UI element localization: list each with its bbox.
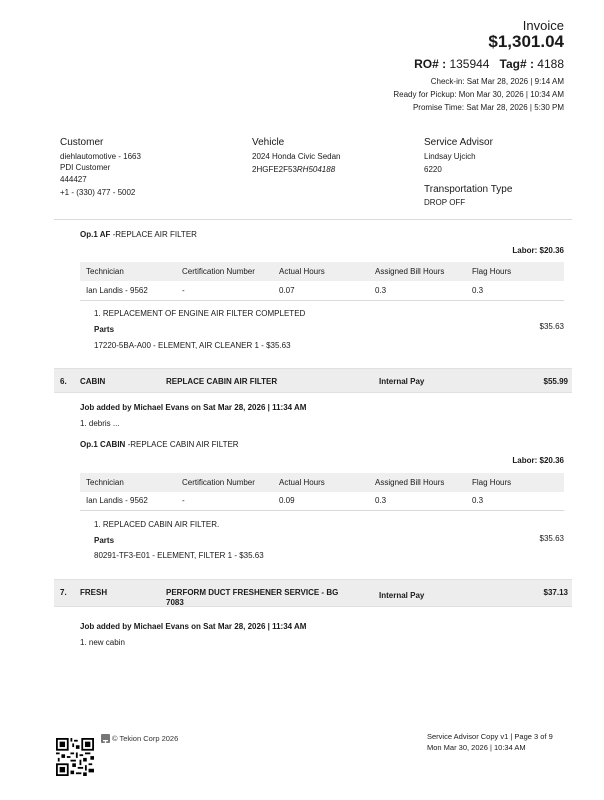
op-description: -REPLACE AIR FILTER	[112, 230, 197, 239]
col-flag-hours: Flag Hours	[472, 478, 512, 487]
col-assigned-bill-hours: Assigned Bill Hours	[375, 267, 445, 276]
tech-note: 1. REPLACEMENT OF ENGINE AIR FILTER COMPLETED	[94, 309, 306, 318]
divider	[80, 510, 564, 511]
op-code: Op.1 AF	[80, 230, 111, 239]
labor-amount: Labor: $20.36	[512, 246, 564, 255]
qr-code-icon	[56, 738, 94, 776]
pay-type: Internal Pay	[379, 377, 425, 386]
job-comment: 1. new cabin	[80, 638, 125, 647]
job-number: 6.	[60, 377, 67, 386]
tekion-t-icon	[101, 734, 110, 743]
op-code: Op.1 CABIN	[80, 440, 126, 449]
col-certification: Certification Number	[182, 267, 255, 276]
tag-number: 4188	[537, 57, 564, 71]
customer-id: 444427	[60, 175, 87, 184]
ro-tag-line	[414, 57, 564, 71]
advisor-name: Lindsay Ujcich	[424, 152, 476, 161]
col-technician: Technician	[86, 478, 124, 487]
tech-name: Ian Landis - 9562	[86, 496, 148, 505]
job-added-by: Job added by Michael Evans on Sat Mar 28, 2026 | 11:34 AM	[80, 403, 307, 412]
op-af-title	[80, 230, 197, 239]
qr-code-graphic	[56, 738, 94, 776]
tekion-t-glyph	[101, 738, 110, 747]
assigned-hours: 0.3	[375, 496, 387, 505]
actual-hours: 0.09	[279, 496, 295, 505]
pay-type: Internal Pay	[379, 591, 425, 600]
col-actual-hours: Actual Hours	[279, 267, 325, 276]
parts-label: Parts	[94, 325, 115, 334]
assigned-hours: 0.3	[375, 286, 387, 295]
copyright: © Tekion Corp 2026	[112, 734, 179, 743]
vin-prefix: 2HGFE2F53	[252, 165, 297, 174]
ro-number: 135944	[449, 57, 490, 71]
tech-note: 1. REPLACED CABIN AIR FILTER.	[94, 520, 220, 529]
col-assigned-bill-hours: Assigned Bill Hours	[375, 478, 445, 487]
part-line: 17220-5BA-A00 - ELEMENT, AIR CLEANER 1 - $35.63	[94, 341, 291, 350]
advisor-heading: Service Advisor	[424, 137, 493, 148]
cert-number: -	[182, 496, 185, 505]
labor-amount: Labor: $20.36	[512, 456, 564, 465]
vehicle-vin	[252, 165, 335, 174]
customer-name: diehlautomotive - 1663	[60, 152, 141, 161]
transport-type: DROP OFF	[424, 198, 466, 207]
job-code: CABIN	[80, 377, 106, 386]
invoice-total: $1,301.04	[488, 32, 564, 51]
parts-total: $35.63	[539, 534, 564, 543]
ready-for-pickup-time: Ready for Pickup: Mon Mar 30, 2026 | 10:34 AM	[393, 90, 564, 99]
ro-label: RO# :	[414, 57, 447, 71]
promise-time: Promise Time: Sat Mar 28, 2026 | 5:30 PM	[412, 103, 564, 112]
col-actual-hours: Actual Hours	[279, 478, 325, 487]
job-description-line-1: PERFORM DUCT FRESHENER SERVICE - BG	[166, 588, 339, 597]
flag-hours: 0.3	[472, 496, 484, 505]
parts-total: $35.63	[539, 322, 564, 331]
copy-info: Service Advisor Copy v1 | Page 3 of 9	[427, 732, 553, 741]
col-certification: Certification Number	[182, 478, 255, 487]
op-title	[80, 440, 239, 449]
customer-heading: Customer	[60, 137, 104, 148]
actual-hours: 0.07	[279, 286, 295, 295]
divider	[54, 219, 572, 220]
job-description: REPLACE CABIN AIR FILTER	[166, 377, 278, 386]
cert-number: -	[182, 286, 185, 295]
checkin-time: Check-in: Sat Mar 28, 2026 | 9:14 AM	[430, 77, 564, 86]
divider	[80, 300, 564, 301]
part-line: 80291-TF3-E01 - ELEMENT, FILTER 1 - $35.63	[94, 551, 264, 560]
vehicle-model: 2024 Honda Civic Sedan	[252, 152, 341, 161]
job-description-line-2: 7083	[166, 598, 184, 607]
advisor-number: 6220	[424, 165, 442, 174]
transport-heading: Transportation Type	[424, 184, 513, 195]
job-header-bar	[54, 368, 572, 393]
op-description: -REPLACE CABIN AIR FILTER	[127, 440, 239, 449]
document-type: Invoice	[522, 18, 564, 33]
job-comment: 1. debris ...	[80, 419, 120, 428]
printed-time: Mon Mar 30, 2026 | 10:34 AM	[427, 743, 526, 752]
col-technician: Technician	[86, 267, 124, 276]
parts-label: Parts	[94, 536, 115, 545]
customer-phone: +1 - (330) 477 - 5002	[60, 188, 136, 197]
flag-hours: 0.3	[472, 286, 484, 295]
col-flag-hours: Flag Hours	[472, 267, 512, 276]
job-amount: $37.13	[543, 588, 568, 597]
job-amount: $55.99	[543, 377, 568, 386]
tech-name: Ian Landis - 9562	[86, 286, 148, 295]
customer-type: PDI Customer	[60, 163, 111, 172]
vehicle-heading: Vehicle	[252, 137, 285, 148]
job-added-by: Job added by Michael Evans on Sat Mar 28, 2026 | 11:34 AM	[80, 622, 307, 631]
vin-suffix: RH504188	[296, 165, 336, 174]
job-number: 7.	[60, 588, 67, 597]
job-code: FRESH	[80, 588, 108, 597]
tag-label: Tag# :	[499, 57, 534, 71]
